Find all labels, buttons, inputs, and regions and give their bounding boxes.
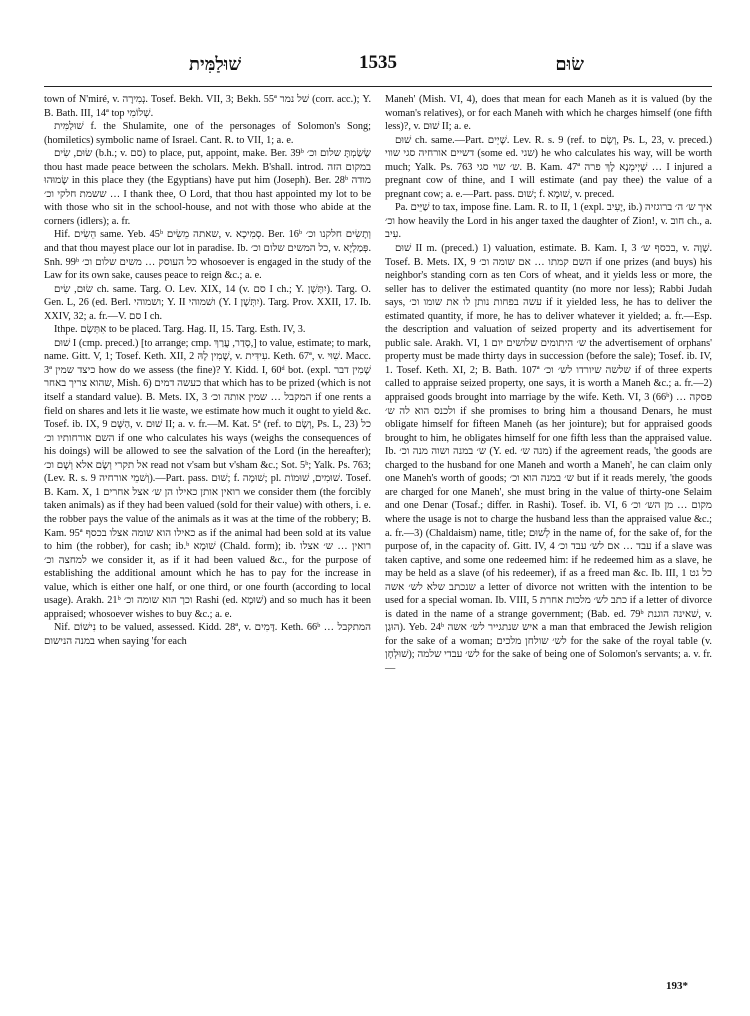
entry-pa: Pa. שַׁיֵּים to tax, impose fine. Lam. R. to II, 1 (expl. יָעִיב, ib.) איך ש׳ ה׳ ברוגזיה וכ׳ how heavily the Lord in his anger taxed the daughter of Zion!, v. חוב ch., a. עִיב. (385, 202, 713, 241)
entry-shulamit: שׁוּלַמִּית f. the Shulamite, one of the personages of Solomon's Song; (homiletics) symbolic name of Israel. Cant. R. to VII, 1; a. e. (44, 121, 371, 146)
entry-hif: Hif. הֵשִׂים same. Yeb. 45ᵇ שאתה מֵשִׂים, v. סְמִיכָא. Ber. 16ᵇ וְתָשִׂים חלקנו וכ׳ and that thou mayest place our lot in paradise. Ib. כל המשים שלום וכ׳, v. פְּמַלְיָא. Snh. 99ᵇ כל העוסק … משים שלום וכ׳ whosoever is engaged in the study of the Law for its own sake, causes peace to reign &c.; a. e. (44, 229, 371, 282)
right-column (385, 93, 712, 676)
entry-sum-sim-ch: שׂוּם, שִׂים ch. same. Targ. O. Lev. XIX, 14 (v. סם I ch.; Y. יִתְּשָׁן). Targ. O. Gen. L, 26 (ed. Berl. ושמוהי; Y. II ושׁמוהי (Y. I יִתְּשָׁן). Targ. Prov. XXII, 17. Ib. XXIV, 32; a. fr.—V. סם I ch. (44, 283, 371, 322)
entry-shum-i: שׁוּם I (cmp. preced.) [to arrange; cmp. סְדַר, עֲרַךְ,] to value, estimate; to mark, name. Gitt. V, 1; Tosef. Keth. XII, 2 שָׁמִין לָהּ, v. עִידִּית. Keth. 67ª, v. שִׁוּי. Macc. 3ª כיצד שמין how do we assess (the fine)? Y. Kidd. I, 60ᵈ bot. (expl. שָׁמִין דבר שהוא צריך באחר, Mish. 6) כעשה דמים that which has to be prized (which is not itself a standard value). B. Mets. IX, 3 המקבל … שמין אותה וכ׳ if one rents a field on shares and lets it lie waste, we estimate how much it ought to yield &c. Tosef. ib. IX, 9 הַשָּׁם, v. שׁוּם II; a. v. fr.—M. Kat. 5ª (ref. to וְשָׂם, Ps. L, 23) כל השם אורחותיו וכ׳ if one who calculates his ways (weighs the consequences of his doings) will be allowed to see the salvation of the Lord (in the hereafter); אל תקרי וְשָׂם אלא וְשָׁם וכ׳ read not v'sam but v'sham &c.; Sot. 5ᵇ; Yalk. Ps. 763; (Lev. R. s. 9 וְשׁמֵי אורחיה).—Part. pass. שׁוּם; f. שׁוּמָה; pl. שׁוּמִים, שׁוּמוֹת. Tosef. B. Kam. X, 1 רואין אותן כאילו הן ש׳ אצל אחרים we consider them (the forcibly taken animals) as if they had been valued (sold for their value) with others, i. e. the robber pays the value of the animals as it was at the time of the robbery; B. Kam. 95ª כאילו הוא שומה אצלו בכסף as if the animal had been sold at its value to him (the robber), for cash; ib.ᵇ שׁוּמָא (Chald. form); ib. רואין … ש׳ אצלו למחצה וכ׳ we consider it, as if it had been valued &c., for the purpose of establishing the additional amount which he has to pay for the increase in value, which is either one half, or one third, or one fourth (according to local usage). Arakh. 21ᵇ וכך הוא שומה וכ׳ Rashi (ed. שׁוּמָא) and so much has it been appraised; whosoever wishes to buy &c.; a. e. (44, 337, 372, 620)
entry-sum-sim: שׂוּם, שִׂים (b.h.; v. סם) to place, put, appoint, make. Ber. 39ᵇ שֶׂשַׂמְתָּ שלום וכ׳ thou hast made peace between the scholars. Mekh. B'shall. introd. במקום הזה שָׂמוּהוּ in this place they (the Egyptians) have put him (Joseph). Ber. 28ᵇ מודה … ששמת חלקי וכ׳ I thank thee, O Lord, that thou hast appointed my lot to be with those who sit in the school-house, and not with those who abide at the corners (idlers); a. fr. (44, 148, 372, 227)
entry-paragraph: Maneh' (Mish. VI, 4), does that mean for each Maneh as it is valued (by the woman's relatives), or for each Maneh with which he charges himself (one fifth less)?, v. שׁוּם II; a. e. (385, 94, 712, 133)
header-left-headword: שׁוּלַמִּית (189, 54, 242, 74)
entry-ithpe: Ithpe. אִתְּשָׂם to be placed. Targ. Hag. II, 15. Targ. Esth. IV, 3. (54, 324, 306, 336)
running-header (44, 40, 712, 87)
two-column-body (44, 93, 712, 676)
entry-paragraph: town of N'miré, v. נְמִירָה. Tosef. Bekh. VII, 3; Bekh. 55ª שׁל נמר (corr. acc.); Y. B. Bath. III, 14ª top שְׁלוֹמִי. (44, 94, 372, 119)
header-right-headword: שׂוּם (555, 54, 584, 74)
entry-shum-ii: שׁוּם II m. (preced.) 1) valuation, estimate. B. Kam. I, 3 בכסף ש׳, v. שָׁוֶה. Tosef. B. Mets. IX, 9 השם קמתו … אם שומה וכ׳ if one prizes (and buys) his neighbor's standing corn as ten Cors of wheat, and it yields less or more, the seller has to deliver the estimated quantity (no more nor less); Rabbi Judah says, עשה בפחות נותן לו את שומו וכ׳ if it yielded less, he has to deliver the estimated quantity, if more, he has to deliver whatever it yielded; a. fr.—Esp. the description and valuation of seized property and its advertisement for public sale. Arakh. VI, 1 ש׳ היתומים שלושים יום the advertisement of orphans' property must be made thirty days in succession (before the sale); Tosef. ib. IV, 1. Tosef. Keth. XI, 2; B. Bath. 107ª שלשה שיורדו לש׳ וכ׳ if of three experts called to appraise seized property, one says, it is worth a Maneh &c.; a. fr.—2) appraised goods brought into marriage by the wife. Keth. VI, 3 (66ᵇ) פסקה … ולכנס הוא לה ש׳ if she promises to bring him a thousand Denars, he must obligate himself for fifteen Maneh (as her jointure); but for appraised goods brought to him, he obligates himself for one fifth less than the appraised value. Ib. ש׳ במנה ושוה מנה וכ׳ (Y. ed. מנה ש׳) if the agreement reads, 'the goods are charged to the husband for one Maneh and worth a Maneh', he can claim only one Maneh's worth of goods; ש׳ במנה הוא וכ׳ but if it reads merely, 'the goods are charged for one Maneh', she must bring in the value of thirty-one Selaim and one Denar (Tosaf.; differ. in Rashi). Tosef. ib. VI, 6 מקום … מן הש׳ וכ׳ where the usage is not to charge the husband less than the appraised value &c.; a. fr.—3) (Chaldaism) name, title; לְשׁוּם in the name of, for the sake of, for the purpose of, in the capacity of. Gitt. IV, 4 עבד … אם לש׳ עבד וכ׳ if a slave was taken captive, and some one redeemed him: if he redeemed him as a slave, he may be held as a slave (of his redeemer), if as a freed man &c. Ib. III, 1 כל גט שנכתב שלא לש׳ אשה a letter of divorce not written with the intention to be used for a special woman. Ib. VIII, 5 כתב לש׳ מלכות אחרת if a letter of divorce is dated in the name of a strange government; (Bab. ed. 79ᵇ שׁאינה הוגנת, v. הוּגַן). Yeb. 24ᵇ איש שנתגייר לש׳ אשה a man that embraced the Jewish religion for the sake of a woman; לש׳ שולחן מלכים for the sake of the royal table (v. שׁוּלְחָן); לש׳ עבדי שלמה for the sake of being one of Solomon's servants; a. v. fr.— (385, 243, 713, 674)
entry-shum-ch: שׁוּם ch. same.—Part. שָׁיֵים. Lev. R. s. 9 (ref. to וְשָׂם, Ps. L, 23, v. preced.) דשיים אורחיה סגי שווי (some ed. שגי) he who calculates his way, will be worth much; Yalk. Ps. 763 ש׳ שוי סגי. B. Kam. 47ª שָׁיְימְנָא לָךְ פרה … I injured a pregnant cow of thine, and I will estimate (and pay thee) the value of a pregnant cow; a. e.—Part. pass. שׁוּם; f. שׁוּמָא, v. preced. (385, 134, 713, 200)
left-column (44, 93, 371, 676)
page-number: 1535 (359, 52, 397, 73)
entry-nif: Nif. נִישׁוֹם to be valued, assessed. Kidd. 28ª, v. דָּמִים. Keth. 66ᵇ המתקבל … במנה הנישום when saying 'for each (44, 622, 371, 647)
printer-signature: 193* (666, 980, 688, 992)
